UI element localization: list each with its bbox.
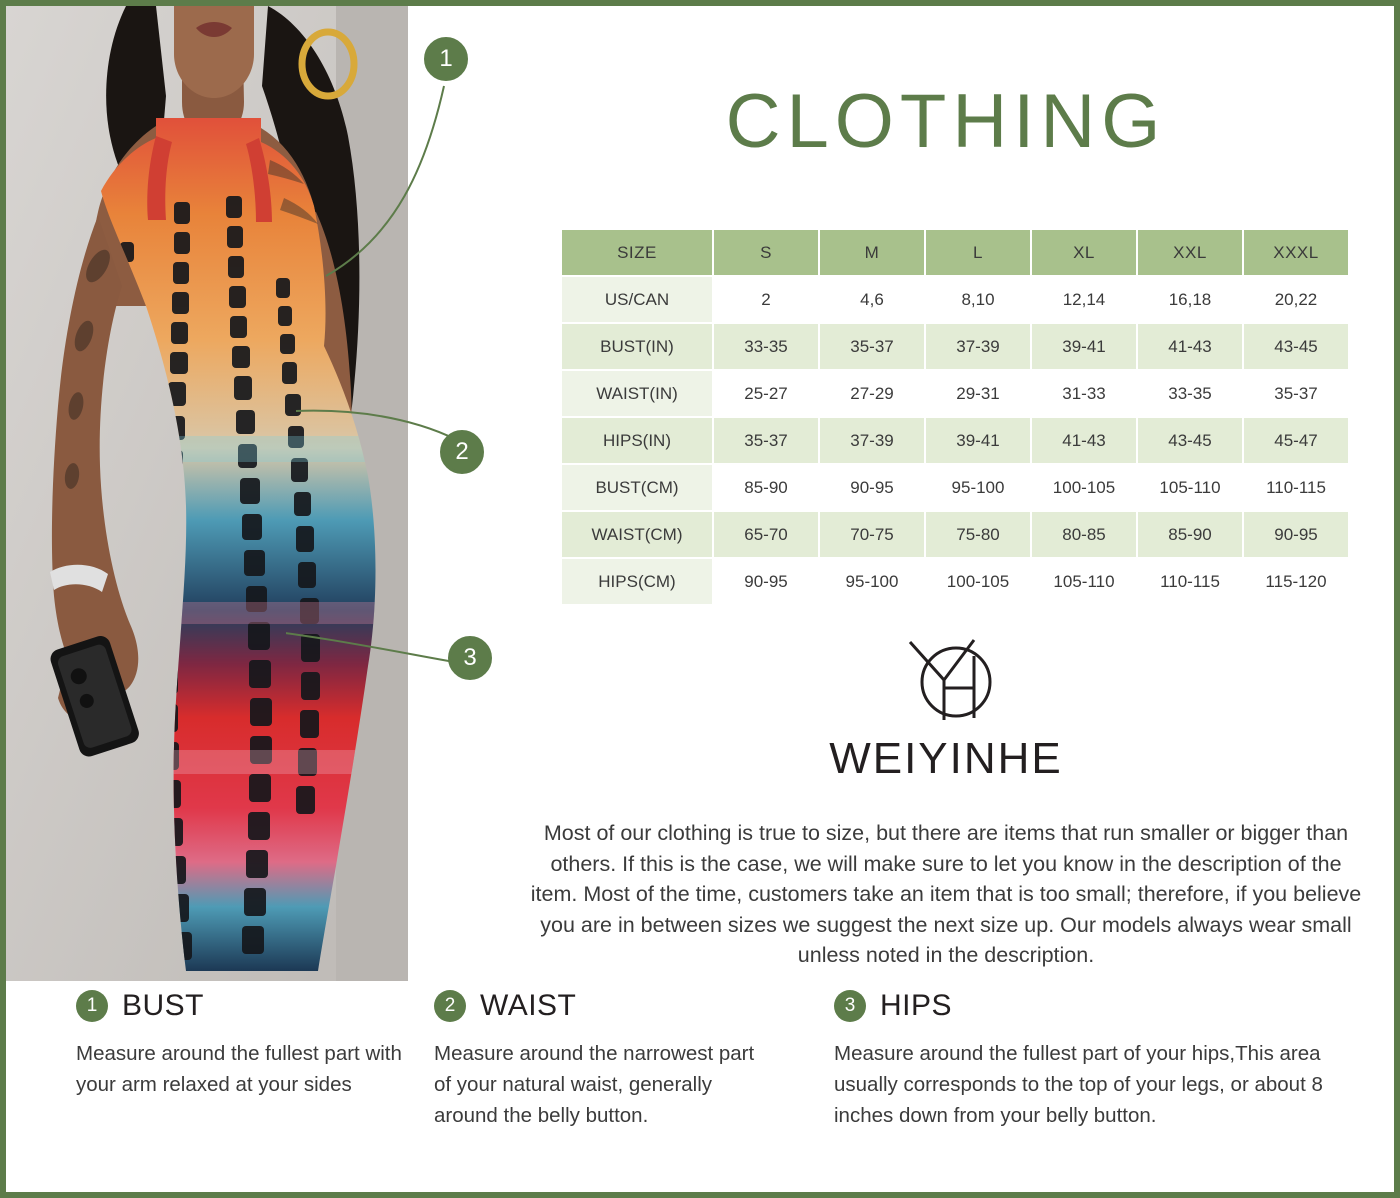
cell: 29-31	[925, 370, 1031, 417]
size-table-col-5: XXL	[1137, 229, 1243, 276]
size-table	[560, 228, 1350, 606]
size-table-header-row	[561, 229, 1349, 276]
bust-title: BUST	[122, 989, 205, 1022]
waist-text: Measure around the narrowest part of your natural waist, generally around the belly button.	[434, 1042, 755, 1127]
cell: 4,6	[819, 276, 925, 323]
cell: 95-100	[925, 464, 1031, 511]
cell: 110-115	[1137, 558, 1243, 605]
brand-name: WEIYINHE	[829, 734, 1063, 783]
table-row	[561, 323, 1349, 370]
size-table-col-1: S	[713, 229, 819, 276]
cell: 27-29	[819, 370, 925, 417]
cell: 16,18	[1137, 276, 1243, 323]
cell: 90-95	[713, 558, 819, 605]
brand-block	[506, 634, 1386, 784]
size-table-col-6: XXXL	[1243, 229, 1349, 276]
cell: 45-47	[1243, 417, 1349, 464]
row-label-waist-cm: WAIST(CM)	[561, 511, 713, 558]
row-label-waist-in: WAIST(IN)	[561, 370, 713, 417]
hips-title: HIPS	[880, 989, 953, 1022]
table-row	[561, 558, 1349, 605]
right-column	[506, 6, 1400, 981]
table-row	[561, 464, 1349, 511]
cell: 35-37	[819, 323, 925, 370]
instruction-waist	[434, 989, 764, 1131]
size-table-col-0: SIZE	[561, 229, 713, 276]
cell: 20,22	[1243, 276, 1349, 323]
size-table-col-4: XL	[1031, 229, 1137, 276]
row-label-hips-in: HIPS(IN)	[561, 417, 713, 464]
cell: 95-100	[819, 558, 925, 605]
cell: 65-70	[713, 511, 819, 558]
cell: 39-41	[925, 417, 1031, 464]
cell: 8,10	[925, 276, 1031, 323]
row-label-bust-cm: BUST(CM)	[561, 464, 713, 511]
cell: 37-39	[925, 323, 1031, 370]
cell: 37-39	[819, 417, 925, 464]
cell: 25-27	[713, 370, 819, 417]
cell: 100-105	[1031, 464, 1137, 511]
cell: 115-120	[1243, 558, 1349, 605]
cell: 90-95	[819, 464, 925, 511]
cell: 43-45	[1137, 417, 1243, 464]
page-title: CLOTHING	[725, 79, 1167, 164]
cell: 105-110	[1031, 558, 1137, 605]
row-label-hips-cm: HIPS(CM)	[561, 558, 713, 605]
cell: 110-115	[1243, 464, 1349, 511]
bust-text: Measure around the fullest part with your arm relaxed at your sides	[76, 1042, 402, 1096]
cell: 2	[713, 276, 819, 323]
cell: 85-90	[713, 464, 819, 511]
cell: 35-37	[713, 417, 819, 464]
instruction-bust	[76, 989, 406, 1101]
table-row	[561, 276, 1349, 323]
cell: 35-37	[1243, 370, 1349, 417]
callout-marker-1-number: 1	[439, 45, 453, 72]
waist-title: WAIST	[480, 989, 577, 1022]
sizing-blurb: Most of our clothing is true to size, but there are items that run smaller or bigger than others. If this is the case, we will make sure to let you know in the description of the item. Most of the time, customers take an item that is too small; therefore, if you believe you are in between sizes we suggest the next size up. Our models always wear small unless noted in the description.	[530, 821, 1362, 968]
cell: 33-35	[713, 323, 819, 370]
callout-marker-2	[440, 430, 484, 474]
cell: 70-75	[819, 511, 925, 558]
callout-marker-3	[448, 636, 492, 680]
cell: 105-110	[1137, 464, 1243, 511]
cell: 33-35	[1137, 370, 1243, 417]
row-label-bust-in: BUST(IN)	[561, 323, 713, 370]
y-h-monogram-icon	[886, 634, 1006, 730]
instruction-hips	[834, 989, 1334, 1131]
table-row	[561, 417, 1349, 464]
cell: 100-105	[925, 558, 1031, 605]
size-table-col-2: M	[819, 229, 925, 276]
cell: 39-41	[1031, 323, 1137, 370]
table-row	[561, 511, 1349, 558]
bust-badge	[76, 990, 108, 1022]
hips-text: Measure around the fullest part of your hips,This area usually corresponds to the top of your legs, or about 8 inches down from your belly button.	[834, 1042, 1323, 1127]
table-row	[561, 370, 1349, 417]
callout-marker-2-number: 2	[455, 438, 469, 465]
size-table-col-3: L	[925, 229, 1031, 276]
cell: 31-33	[1031, 370, 1137, 417]
cell: 43-45	[1243, 323, 1349, 370]
cell: 85-90	[1137, 511, 1243, 558]
row-label-uscan: US/CAN	[561, 276, 713, 323]
measure-instructions	[6, 981, 1394, 1192]
waist-badge-number: 2	[444, 995, 456, 1016]
bust-badge-number: 1	[86, 995, 98, 1016]
hips-badge-number: 3	[844, 995, 856, 1016]
cell: 75-80	[925, 511, 1031, 558]
cell: 80-85	[1031, 511, 1137, 558]
cell: 41-43	[1137, 323, 1243, 370]
callout-marker-1	[424, 37, 468, 81]
cell: 90-95	[1243, 511, 1349, 558]
cell: 41-43	[1031, 417, 1137, 464]
waist-badge	[434, 990, 466, 1022]
hips-badge	[834, 990, 866, 1022]
cell: 12,14	[1031, 276, 1137, 323]
callout-marker-3-number: 3	[463, 644, 477, 671]
size-table-wrap	[560, 228, 1350, 606]
